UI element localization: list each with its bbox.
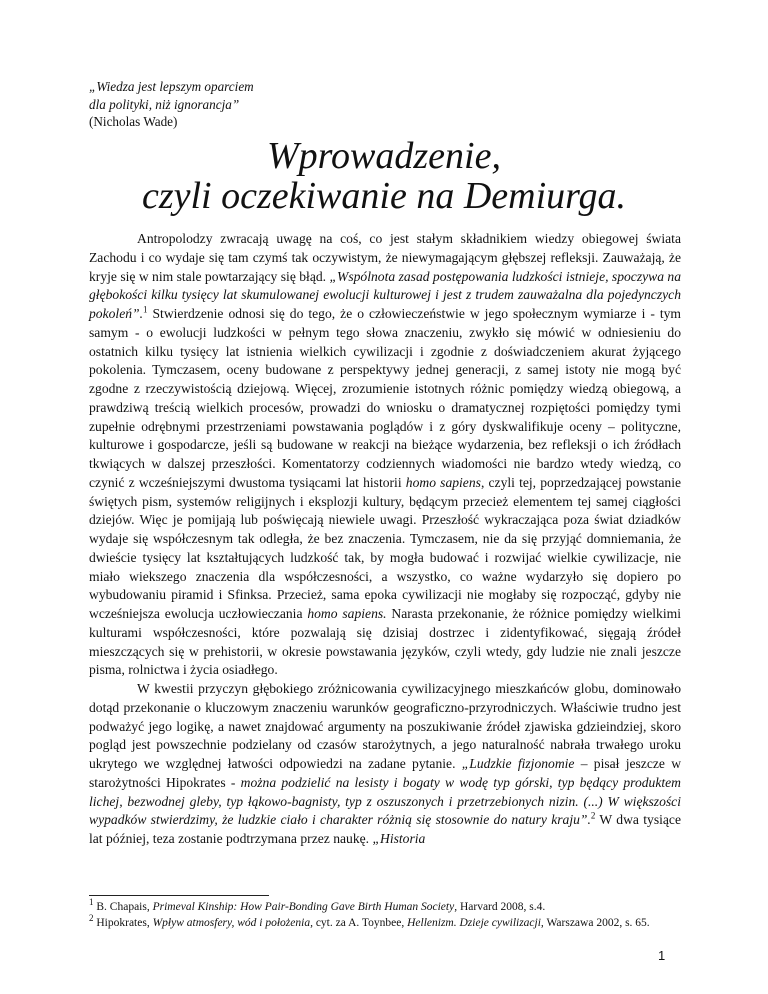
body-text	[89, 230, 681, 849]
footnote-1-author: B. Chapais,	[93, 901, 153, 913]
footnote-2-title-2: Hellenizm. Dzieje cywilizacji,	[407, 916, 544, 929]
footnote-2-title: Wpływ atmosfery, wód i położenia,	[152, 916, 313, 929]
p2-quote-2: można podzielić na lesisty i bogaty w wodę typ górski, typ będący produktem lichej, bezwodnej gleby, typ łąkowo-bagnisty, typ z oszuszonych i przetrzebionych nizin. (...) W większości wypadków stwierdzimy, że ludzkie ciało i charakter różnią się stosownie do natury kraju”.	[89, 774, 682, 828]
p2-quote-1: „Ludzkie fizjonomie	[461, 756, 575, 771]
footnote-2-number: 2	[89, 912, 94, 923]
footnote-2	[89, 912, 681, 932]
p2-text-2: – pisał jeszcze w starożytności Hipokrates -	[89, 756, 682, 790]
epigraph-quote-line-2: dla polityki, niż ignorancja”	[89, 96, 240, 112]
footnote-ref-2[interactable]: 2	[590, 810, 596, 821]
footnote-1	[89, 897, 681, 916]
chapter-title-line-1: Wprowadzenie,	[267, 135, 501, 177]
p1-text-1: Antropolodzy zwracają uwagę na coś, co jest stałym składnikiem wiedzy obiegowej świata Zachodu i co wydaje się tam czymś tak oczywistym, że niewymagającym głębszej refleksji. Zauważają, że kryje się w nim stale powtarzający się błąd.	[89, 231, 681, 284]
paragraph-2	[89, 680, 681, 849]
footnote-separator	[89, 895, 269, 896]
p1-text-2: Stwierdzenie odnosi się do tego, że o człowieczeństwie w jego społecznym wymiarze i - tym samym - o ewolucji ludzkości w pełnym tego słowa znaczeniu, zwykło się mówić w odniesieniu do ostatnich kilku tysięcy lat istnienia wielkich cywilizacji i zgodnie z doświadczeniem akurat żyjącego pokolenia. Tymczasem, oceny budowane z perspektywy jednej generacji, z samej istoty nie mogą być zgodne z rzeczywistością dziejową. Więcej, zrozumienie istotnych różnic pomiędzy wiedzą obiegową, a prawdziwą treścią wielkich procesów, prowadzi do wniosku o dramatycznej rozpiętości pomiędzy tymi zupełnie odrębnymi przestrzeniami powstawania poglądów i z góry dyskwalifikuje oceny – polityczne, kulturowe i gospodarcze, jeśli są budowane w reakcji na bieżące wydarzenia, bez refleksji o ich źródłach tkwiących w dalszej przeszłości. Komentatorzy codziennych wiadomości nie bardzo wtedy wiedzą, co czynić z wcześniejszymi dwustoma tysiącami lat historii	[89, 306, 681, 490]
epigraph-quote-line-1: „Wiedza jest lepszym oparciem	[89, 79, 254, 94]
footnote-2-cited: cyt. za A. Toynbee,	[312, 916, 408, 929]
footnote-ref-1[interactable]: 1	[143, 304, 148, 315]
p2-text-3: W dwa tysiące lat później, teza zostanie podtrzymana przez naukę.	[89, 812, 681, 846]
p1-text-3: , czyli tej, poprzedzającej powstanie świętych pism, systemów religijnych i eksplozji kultury, będącym przecież elementem tej samej ciągłości dziejów. Więc je pomijają lub poświęcają niewiele uwagi. Przeszłość wykraczająca poza świat dziadków wydaje się współczesnym tak odległa, że bez znaczenia. Tymczasem, nie da się przyjąć domniemania, że dwieście tysięcy lat kształtujących ludzkość tak, by mogła budować i rozwijać wielkie cywilizacje, nie miało wiekszego znaczenia dla współczesności, a wszystko, co ważne wydarzyło się dopiero po wybudowaniu piramid i Sfinksa. Przecież, sama epoka cywilizacji nie mogłaby się rozpocząć, gdyby nie wcześniejsza ewolucja uczłowieczania	[89, 474, 682, 621]
p1-quote-1: „Wspólnota zasad postępowania ludzkości istnieje, spoczywa na głębokości kilku tysięcy lat skumulowanej ewolucji kulturowej i jest z trudem zauważalna dla pojedynczych pokoleń”.	[89, 268, 681, 321]
epigraph-author: (Nicholas Wade)	[89, 114, 178, 129]
p1-italic-2: homo sapiens.	[307, 606, 387, 621]
footnote-2-author: Hipokrates,	[93, 916, 153, 929]
epigraph	[89, 78, 254, 131]
footnote-1-number: 1	[89, 897, 94, 908]
footnotes	[89, 897, 681, 931]
footnote-1-title: Primeval Kinship: How Pair-Bonding Gave Birth Human Society	[152, 901, 455, 913]
chapter-title-line-2: czyli oczekiwanie na Demiurga.	[141, 175, 627, 217]
chapter-title	[0, 136, 768, 216]
p2-text-1: W kwestii przyczyn głębokiego zróżnicowania cywilizacyjnego mieszkańców globu, dominowało dotąd przekonanie o kluczowym znaczeniu warunków geograficzno-przyrodniczych. Właściwie trudno jest podważyć jego logikę, a nawet znajdować argumenty na poszukiwanie źródeł zjawiska gdzieindziej, skoro pogląd jest powszechnie podzielany od czasów starożytnych, a jego naturalność nabrała trwałego uroku ukrytego we względnej łatwości odpowiedzi na zadane pytanie.	[89, 681, 681, 771]
p1-italic-1: homo sapiens	[405, 474, 481, 490]
paragraph-1	[89, 230, 681, 680]
page-number: 1	[658, 948, 666, 963]
footnote-2-details: Warszawa 2002, s. 65.	[543, 916, 650, 929]
p2-quote-3: „Historia	[372, 831, 426, 846]
footnote-1-details: , Harvard 2008, s.4.	[454, 901, 546, 913]
p1-text-4: Narasta przekonanie, że różnice pomiędzy wielkimi kulturami współczesności, które pozwalają się dzisiaj dostrzec i zidentyfikować, sięgają źródeł mieszczących się w prehistorii, w okresie powstawania języków, czyli wtedy, gdy ludzie nie znali jeszcze pisma, rolnictwa i życia osiadłego.	[89, 606, 681, 678]
